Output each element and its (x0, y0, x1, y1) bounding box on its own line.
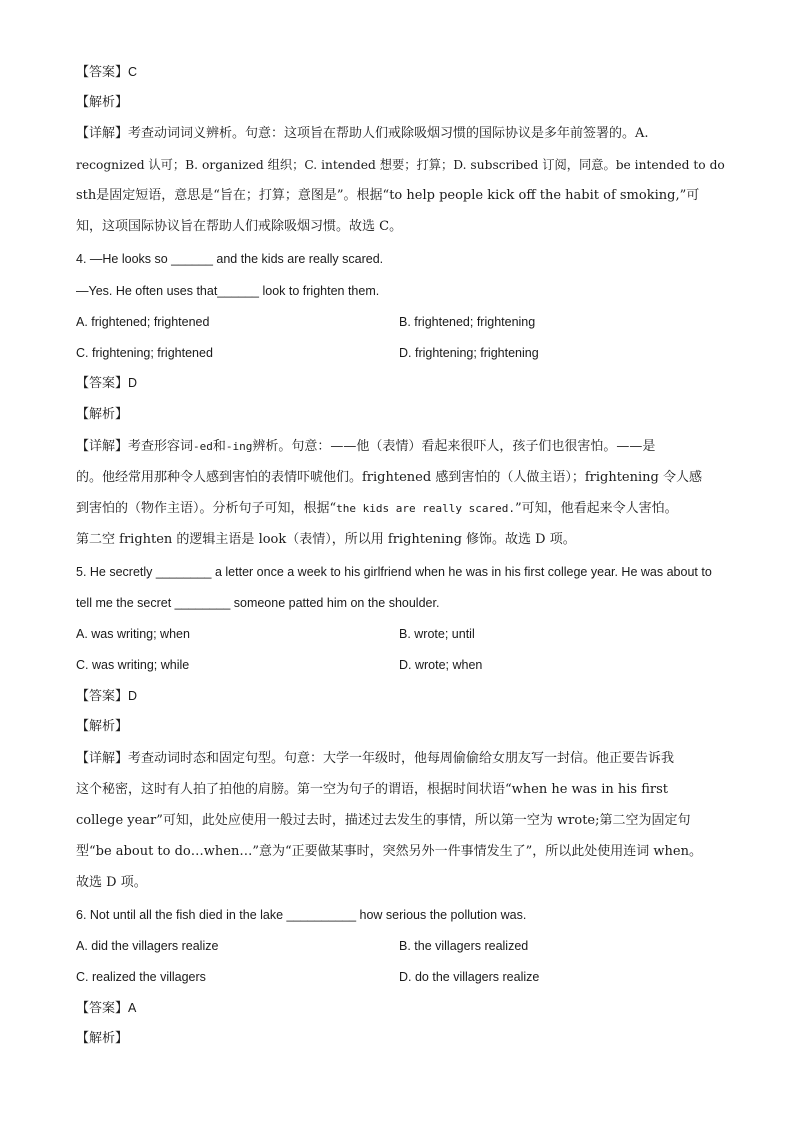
answer-tag: 【答案】 (76, 376, 129, 391)
answer-value: C (128, 65, 138, 79)
answer-tag: 【答案】 (76, 1001, 129, 1016)
q5-answer-line (76, 686, 726, 707)
q4-option-b: B. frightened; frightening (399, 315, 536, 329)
q4-option-d: D. frightening; frightening (399, 346, 539, 360)
q3-detail-line-1: 【详解】考查动词词义辨析。句意：这项旨在帮助人们戒除吸烟习惯的国际协议是多年前签署的。A. (76, 126, 649, 141)
answer-value: A (128, 1001, 137, 1015)
q4-answer-line (76, 373, 726, 394)
q4-detail-line-2: 的。他经常用那种令人感到害怕的表情吓唬他们。frightened 感到害怕的（人做主语）；frightening 令人感 (76, 470, 702, 485)
q3-detail-line-2: recognized 认可；B. organized 组织；C. intended 想要；打算；D. subscribed 订阅，同意。be intended to do (76, 158, 725, 172)
q4-stem-line-1: 4. —He looks so ______ and the kids are really scared. (76, 252, 384, 266)
detail-text: 和 (212, 439, 226, 454)
detail-text: 辨析。句意：——他（表情）看起来很吓人，孩子们也很害怕。——是 (252, 439, 656, 454)
q5-detail-line-3: college year”可知，此处应使用一般过去时，描述过去发生的事情，所以第一空为 wrote;第二空为固定句 (76, 813, 691, 828)
q6-option-b: B. the villagers realized (399, 939, 529, 953)
q3-detail-line-4: 知，这项国际协议旨在帮助人们戒除吸烟习惯。故选 C。 (76, 219, 403, 234)
q6-option-a: A. did the villagers realize (76, 939, 219, 953)
q4-detail-line-3 (76, 499, 726, 519)
q6-stem-line-1: 6. Not until all the fish died in the lake __________ how serious the pollution was. (76, 908, 527, 922)
q5-stem-line-1: 5. He secretly ________ a letter once a week to his girlfriend when he was in his first college year. He was about to (76, 565, 712, 579)
q3-detail-line-3: sth是固定短语，意思是“旨在；打算；意图是”。根据“to help people kick off the habit of smoking,”可 (76, 188, 700, 203)
q5-option-c: C. was writing; while (76, 658, 190, 672)
detail-text: 【详解】考查形容词 (76, 439, 194, 454)
q5-option-a: A. was writing; when (76, 627, 190, 641)
q5-detail-line-2: 这个秘密，这时有人拍了拍他的肩膀。第一空为句子的谓语，根据时间状语“when he was in his first (76, 782, 669, 797)
q4-detail-line-4: 第二空 frighten 的逻辑主语是 look（表情），所以用 frightening 修饰。故选 D 项。 (76, 532, 576, 547)
detail-code: the kids are really scared. (336, 502, 515, 515)
q4-detail-line-1 (76, 437, 726, 457)
detail-text: ”可知，他看起来令人害怕。 (514, 501, 678, 516)
q3-answer-line (76, 62, 726, 83)
q6-option-d: D. do the villagers realize (399, 970, 540, 984)
answer-tag: 【答案】 (76, 65, 129, 80)
q4-option-a: A. frightened; frightened (76, 315, 210, 329)
detail-code: -ed (193, 440, 213, 453)
q5-detail-line-5: 故选 D 项。 (76, 875, 147, 890)
q4-analysis-tag: 【解析】 (76, 407, 129, 422)
q4-stem-line-2: —Yes. He often uses that______ look to frighten them. (76, 284, 380, 298)
q5-option-d: D. wrote; when (399, 658, 483, 672)
q6-option-c: C. realized the villagers (76, 970, 206, 984)
q5-detail-line-1: 【详解】考查动词时态和固定句型。句意：大学一年级时，他每周偷偷给女朋友写一封信。他正要告诉我 (76, 751, 675, 766)
detail-text: 到害怕的（物作主语）。分析句子可知，根据“ (76, 501, 337, 516)
detail-code: -ing (225, 440, 253, 453)
q4-option-c: C. frightening; frightened (76, 346, 213, 360)
q5-stem-line-2: tell me the secret ________ someone patted him on the shoulder. (76, 596, 440, 610)
q3-analysis-tag: 【解析】 (76, 95, 129, 110)
answer-tag: 【答案】 (76, 689, 129, 704)
q5-detail-line-4: 型“be about to do…when…”意为“正要做某事时，突然另外一件事情发生了”，所以此处使用连词 when。 (76, 844, 702, 859)
answer-value: D (128, 376, 138, 390)
q5-analysis-tag: 【解析】 (76, 719, 129, 734)
q5-option-b: B. wrote; until (399, 627, 475, 641)
answer-value: D (128, 689, 138, 703)
q6-analysis-tag: 【解析】 (76, 1031, 129, 1046)
q6-answer-line (76, 998, 726, 1019)
